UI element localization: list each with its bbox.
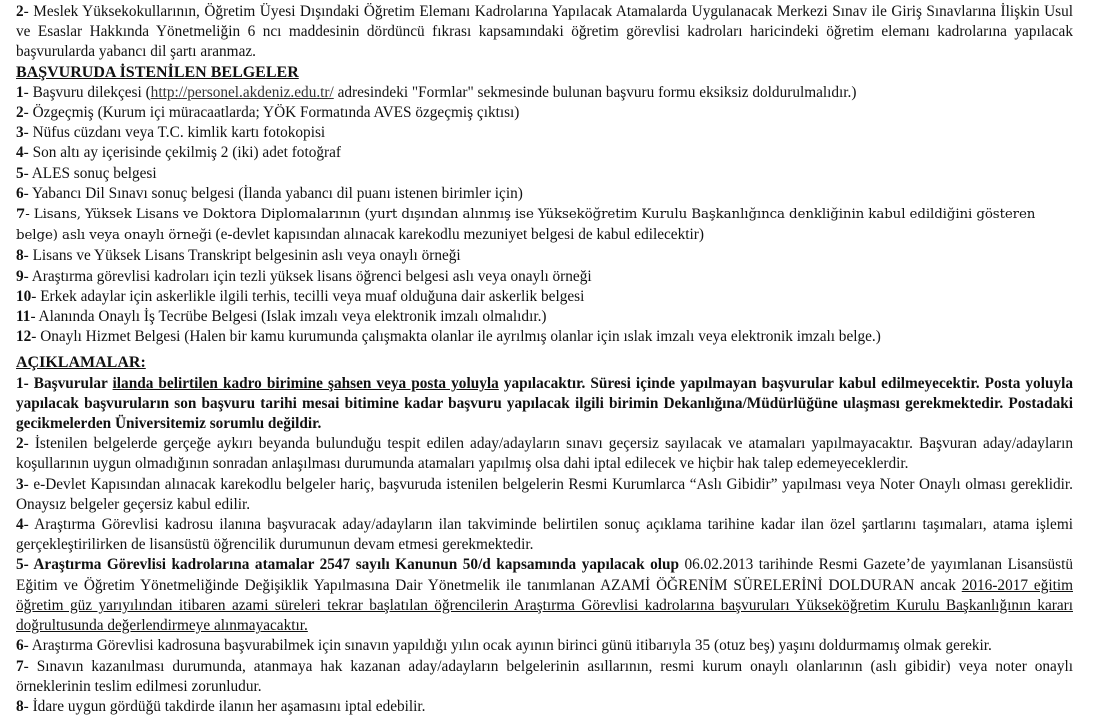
- documents-heading: BAŞVURUDA İSTENİLEN BELGELER: [16, 63, 299, 81]
- document-item-6: 6- Yabancı Dil Sınavı sonuç belgesi (İlanda yabancı dil puanı istenen birimler için): [16, 184, 523, 202]
- document-item-4: 4- Son altı ay içerisinde çekilmiş 2 (iki) adet fotoğraf: [16, 144, 341, 162]
- document-item-8: 8- Lisans ve Yüksek Lisans Transkript belgesinin aslı veya onaylı örneği: [16, 247, 461, 265]
- intro-number: 2: [16, 3, 24, 20]
- document-item-9: 9- Araştırma görevlisi kadroları için tezli yüksek lisans öğrenci belgesi aslı veya onaylı örneği: [16, 267, 592, 285]
- document-item-11: 11- Alanında Onaylı İş Tecrübe Belgesi (Islak imzalı veya elektronik imzalı olmalıdır.): [16, 308, 547, 326]
- note-item-1: 1- Başvurular ilanda belirtilen kadro birimine şahsen veya posta yoluyla yapılacaktır. Süresi içinde yapılmayan başvurular kabul edilmeyecektir. Posta yoluyla yapılacak başvuruların son başvuru tarihi mesai bitimine kadar başvuru yapılacak ilgili birimin Dekanlığına/Müdürlüğüne ulaşması gerekmektedir. Postadaki gecikmelerden Üniversitemiz sorumlu değildir.: [16, 374, 1074, 433]
- note-item-4: 4- Araştırma Görevlisi kadrosu ilanına başvuracak aday/adayların ilan takviminde belirtilen sonuç açıklama tarihine kadar ilan özel şartlarını taşımaları, atama işlemi gerçekleştirilirken de lisansüstü öğrencilik durumunun devam etmesi gerekmektedir.: [16, 516, 1073, 554]
- note-1-underlined: ilanda belirtilen kadro birimine şahsen veya posta yoluyla: [112, 374, 499, 392]
- note-item-3: 3- e-Devlet Kapısından alınacak karekodlu belgeler hariç, başvuruda istenilen belgelerin Resmi Kurumlarca “Aslı Gibidir” yapılması veya Noter Onaylı olması gereklidir. Onaysız belgeler geçersiz kabul edilir.: [16, 475, 1073, 513]
- document-item-10: 10- Erkek adaylar için askerlikle ilgili terhis, tecilli veya muaf olduğuna dair askerlik belgesi: [16, 287, 585, 305]
- note-item-2: 2- İstenilen belgelerde gerçeğe aykırı beyanda bulunduğu tespit edilen aday/adayların sınavı geçersiz sayılacak ve atamaları yapılmayacaktır. Başvuran aday/adayların koşullarının uygun olmadığının sonradan anlaşılması durumunda atamaları yapılmış olsa dahi iptal edilecek ve hiçbir hak talep edemeyeceklerdir.: [16, 435, 1073, 473]
- note-item-8: 8- İdare uygun gördüğü takdirde ilanın her aşamasını iptal edebilir.: [16, 697, 426, 715]
- note-5-bold: 5- Araştırma Görevlisi kadrolarına atamalar 2547 sayılı Kanunun 50/d kapsamında yapılacak olup: [16, 556, 679, 574]
- note-item-7: 7- Sınavın kazanılması durumunda, atanmaya hak kazanan aday/adayların belgelerinin asıllarının, resmi kurum onaylı olanlarının (aslı gibidir) veya noter onaylı örneklerinin teslim edilmesi zorunludur.: [16, 657, 1073, 695]
- note-item-6: 6- Araştırma Görevlisi kadrosuna başvurabilmek için sınavın yapıldığı yılın ocak ayının birinci günü itibarıyla 35 (otuz beş) yaşını doldurmamış olmak gerekir.: [16, 637, 992, 655]
- document-item-7: 7- Lisans, Yüksek Lisans ve Doktora Diplomalarının (yurt dışından alınmış ise Yükseköğretim Kurulu Başkanlığınca denkliğinin kabul edildiğini gösteren belge) aslı veya onaylı örneği (e-devlet kapısından alınacak karekodlu mezuniyet belgesi de kabul edilecektir): [16, 206, 1036, 244]
- personnel-site-link[interactable]: http://personel.akdeniz.edu.tr/: [150, 83, 334, 101]
- document-item-3: 3- Nüfus cüzdanı veya T.C. kimlik kartı fotokopisi: [16, 124, 326, 142]
- intro-text: - Meslek Yüksekokullarının, Öğretim Üyesi Dışındaki Öğretim Elemanı Kadrolarına Yapılacak Atamalarda Uygulanacak Merkezi Sınav ile Giriş Sınavlarına İlişkin Usul ve Esaslar Hakkında Yönetmeliğin 6 ncı maddesinin dördüncü fıkrası kapsamındaki öğretim görevlisi kadroları haricindeki öğretim elemanı kadrolarına yapılacak başvurularda yabancı dil şartı aranmaz.: [16, 3, 1073, 61]
- document-item-1: 1- Başvuru dilekçesi (http://personel.akdeniz.edu.tr/ adresindeki "Formlar" sekmesinde bulunan başvuru formu eksiksiz doldurulmalıdır.): [16, 83, 857, 101]
- document-item-5: 5- ALES sonuç belgesi: [16, 164, 157, 182]
- intro-paragraph: [16, 2, 1073, 63]
- document-item-2: 2- Özgeçmiş (Kurum içi müracaatlarda; YÖK Formatında AVES özgeçmiş çıktısı): [16, 104, 520, 122]
- note-5-underlined: 2016-2017 eğitim öğretim güz yarıyılından itibaren azami süreleri tekrar başlatılan öğrencilerin Araştırma Görevlisi kadrolarına başvuruları Yükseköğretim Kurulu Başkanlığının kararı doğrultusunda değerlendirmeye alınmayacaktır.: [16, 576, 1073, 635]
- document-item-12: 12- Onaylı Hizmet Belgesi (Halen bir kamu kurumunda çalışmakta olanlar ile ayrılmış olanlar için ıslak imzalı veya elektronik imzalı belge.): [16, 328, 881, 346]
- note-item-5: 5- Araştırma Görevlisi kadrolarına atamalar 2547 sayılı Kanunun 50/d kapsamında yapılacak olup 06.02.2013 tarihinde Resmi Gazete’de yayımlanan Lisansüstü Eğitim ve Öğretim Yönetmeliğinde Değişiklik Yapılmasına Dair Yönetmelik ile tanımlanan AZAMİ ÖĞRENİM SÜRELERİNİ DOLDURAN ancak 2016-2017 eğitim öğretim güz yarıyılından itibaren azami süreleri tekrar başlatılan öğrencilerin Araştırma Görevlisi kadrolarına başvuruları Yükseköğretim Kurulu Başkanlığının kararı doğrultusunda değerlendirmeye alınmayacaktır.: [16, 556, 1074, 635]
- notes-heading: AÇIKLAMALAR:: [16, 354, 146, 372]
